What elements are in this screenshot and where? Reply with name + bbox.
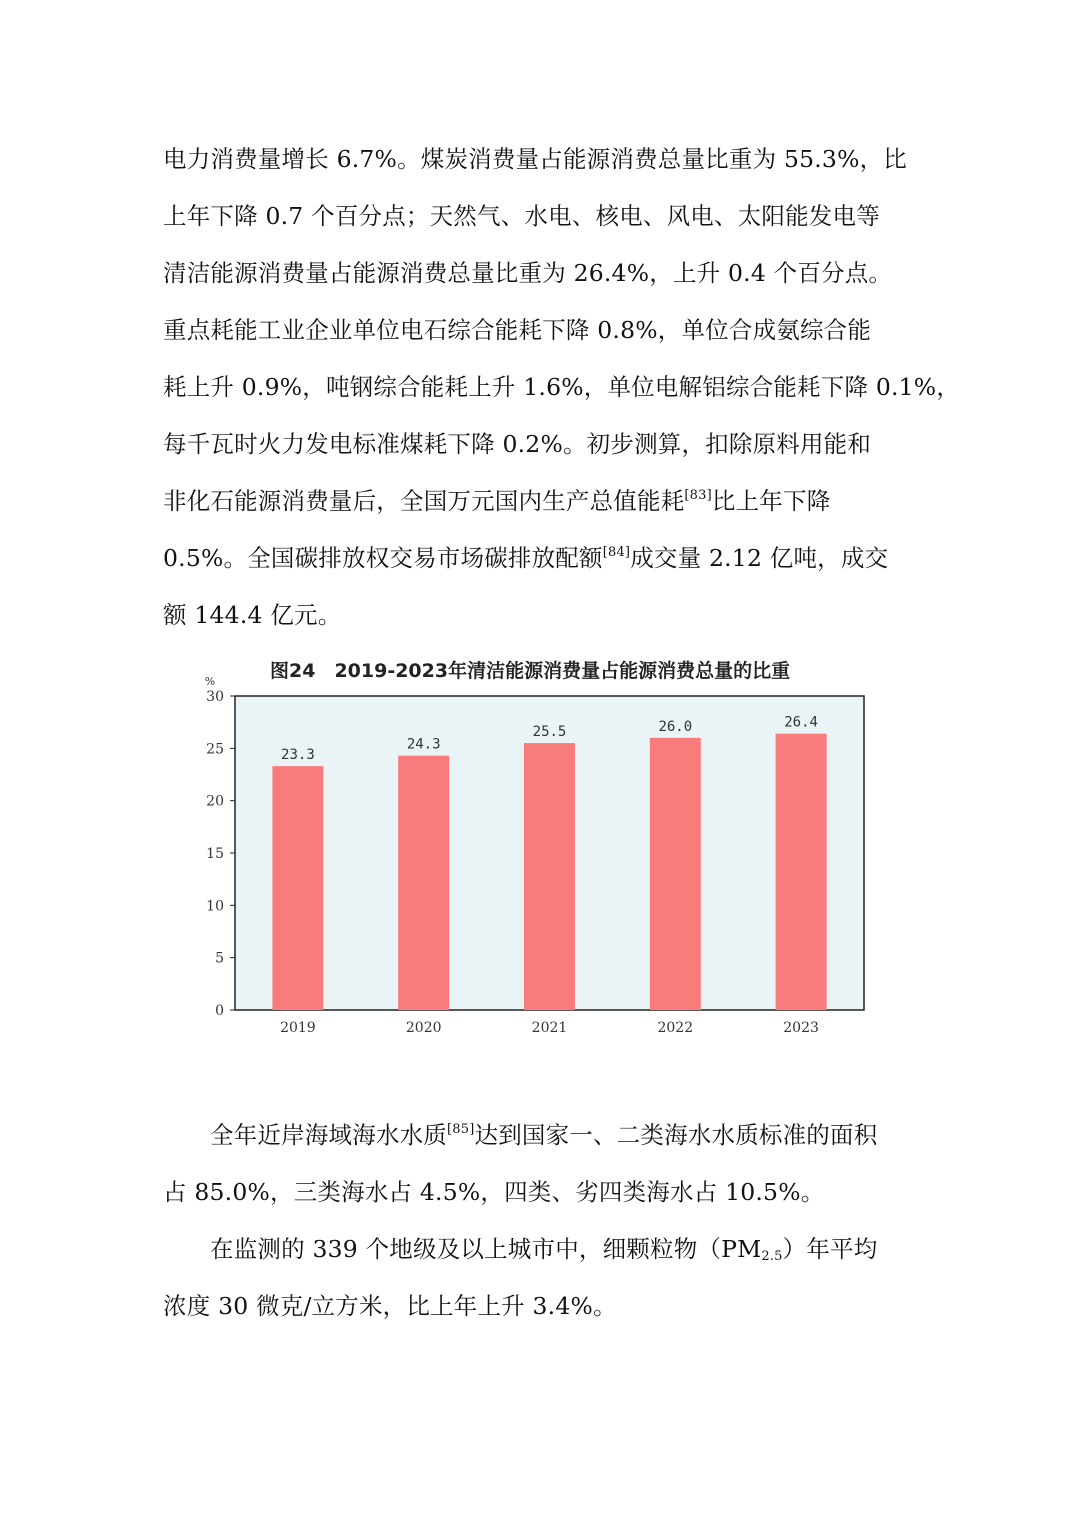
chart-title: 图24 2019-2023年清洁能源消费量占能源消费总量的比重 [270,660,791,682]
x-tick-label: 2020 [405,1020,442,1036]
paragraph-energy [163,140,961,640]
text-line: 耗上升 0.9%，吨钢综合能耗上升 1.6%，单位电解铝综合能耗下降 0.1%， [163,373,961,401]
x-tick-label: 2019 [280,1020,316,1036]
bar [776,734,827,1010]
y-tick-label: 5 [215,950,224,967]
text-line [210,1230,877,1264]
y-tick-label: 0 [215,1003,224,1019]
bar [650,738,701,1010]
subscript: 2.5 [761,1249,783,1264]
x-tick-label: 2023 [783,1020,819,1036]
y-axis-unit: % [204,675,216,688]
text-segment: 0.5%。全国碳排放权交易市场碳排放配额 [163,544,603,572]
text-segment: 达到国家一、二类海水水质标准的面积 [474,1121,878,1149]
x-tick-label: 2021 [531,1020,568,1036]
x-tick-label: 2022 [657,1020,694,1036]
text-line: 占 85.0%，三类海水占 4.5%，四类、劣四类海水占 10.5%。 [163,1178,825,1206]
y-axis [206,689,235,1019]
y-tick-label: 20 [206,793,224,810]
paragraph-pm25 [163,1230,915,1340]
text-line: 每千瓦时火力发电标准煤耗下降 0.2%。初步测算，扣除原料用能和 [163,430,872,458]
text-segment: 成交量 2.12 亿吨，成交 [630,544,889,572]
text-line [210,1116,877,1150]
data-label: 26.0 [658,718,693,735]
text-line: 电力消费量增长 6.7%。煤炭消费量占能源消费总量比重为 55.3%，比 [163,145,907,173]
data-label: 25.5 [532,724,567,741]
text-segment: 全年近岸海域海水水质 [210,1121,447,1149]
bar [272,766,323,1010]
data-label: 24.3 [406,736,441,753]
text-segment: 比上年下降 [711,487,831,515]
data-label: 26.4 [784,714,818,731]
bar [398,756,449,1010]
bar [524,743,575,1010]
text-line [163,482,830,516]
text-line: 上年下降 0.7 个百分点；天然气、水电、核电、风电、太阳能发电等 [163,202,880,230]
text-segment: 非化石能源消费量后，全国万元国内生产总值能耗 [163,487,685,515]
text-line: 清洁能源消费量占能源消费总量比重为 26.4%，上升 0.4 个百分点。 [163,259,893,287]
text-line: 浓度 30 微克/立方米，比上年上升 3.4%。 [163,1292,617,1320]
bar-chart [180,648,868,1048]
text-segment: 在监测的 339 个地级及以上城市中，细颗粒物（PM [210,1235,762,1263]
text-line [163,539,888,573]
x-axis [280,1020,819,1036]
footnote-ref: [85] [447,1122,475,1137]
y-tick-label: 30 [206,689,224,705]
footnote-ref: [83] [684,488,712,503]
paragraph-seawater [163,1116,915,1226]
text-line: 额 144.4 亿元。 [163,601,342,629]
data-label: 23.3 [281,747,315,764]
chart-svg [180,648,868,1048]
y-tick-label: 15 [206,846,224,862]
y-tick-label: 25 [206,741,224,758]
text-segment: ）年平均 [782,1235,878,1263]
y-tick-label: 10 [206,898,224,915]
text-line: 重点耗能工业企业单位电石综合能耗下降 0.8%，单位合成氨综合能 [163,316,872,344]
footnote-ref: [84] [602,545,631,560]
